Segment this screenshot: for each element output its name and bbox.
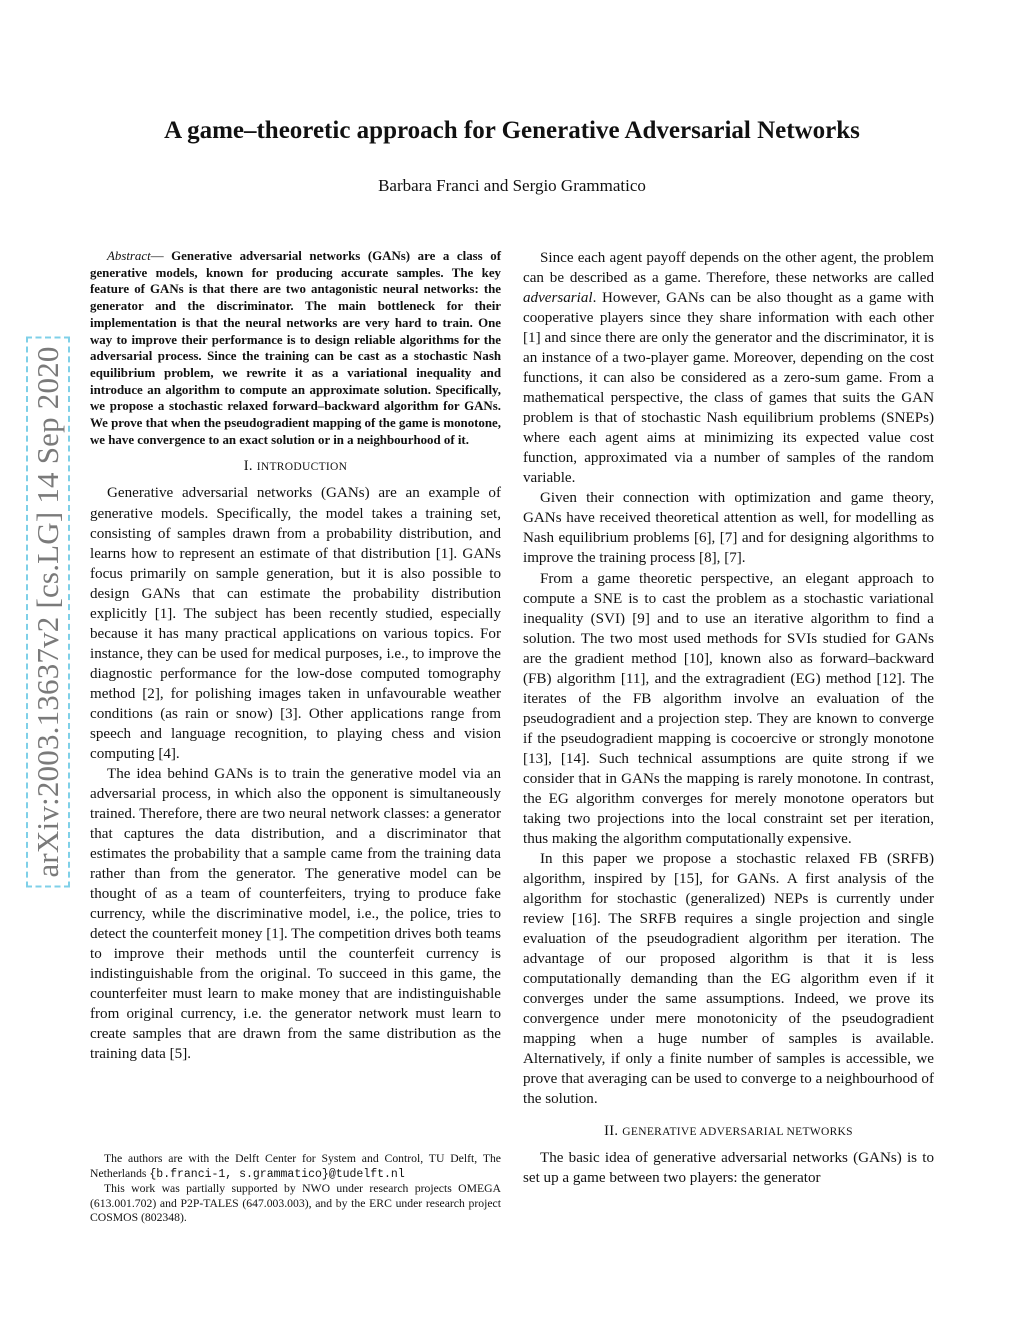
footnote-affiliation-text: The authors are with the Delft Center for System and Control, TU Delft, The Netherlands [90,1152,501,1180]
abstract-text: Generative adversarial networks (GANs) are a class of generative models, known for producing accurate samples. The key feature of GANs is that there are two antagonistic neural networks: the generator and the discriminator. The main bottleneck for their implementation is that the neural networks are very hard to train. One way to improve their performance is to design reliable algorithms for the adversarial process. Since the training can be cast as a stochastic Nash equilibrium problem, we rewrite it as a variational inequality and introduce an algorithm to compute an approximate solution. Specifically, we propose a stochastic relaxed forward–backward algorithm for GANs. We prove that when the pseudogradient mapping of the game is monotone, we have convergence to an exact solution or in a neighbourhood of it. [90,249,501,447]
footnote-funding: This work was partially supported by NWO under research projects OMEGA (613.001.702) and P2P-TALES (647.003.003), and by the ERC under research project COSMOS (802348). [90,1182,501,1225]
section-numeral: I. [243,458,253,475]
left-column [90,248,501,1064]
footnotes [90,1152,501,1226]
section-title: INTRODUCTION [256,461,348,474]
intro-paragraph-6: In this paper we propose a stochastic relaxed FB (SRFB) algorithm, inspired by [15], for GANs. A first analysis of the algorithm for stochastic (generalized) NEPs is currently under review [16]. The SRFB requires a single projection and single evaluation of the pseudogradient algorithm per iteration. The advantage of our proposed algorithm is that it is less computationally demanding than the EG algorithm even if it converges under the same assumptions. Indeed, we prove its convergence under mere monotonicity of the pseudogradient mapping when a huge number of samples is available. Alternatively, if only a finite number of samples is accessible, we prove that averaging can be used to converge to a neighbourhood of the solution. [523,850,934,1108]
paper-authors: Barbara Franci and Sergio Grammatico [378,176,646,195]
arxiv-identifier[interactable]: arXiv:2003.13637v2 [cs.LG] 14 Sep 2020 [26,336,70,887]
gans-paragraph-1: The basic idea of generative adversarial networks (GANs) is to set up a game between two players: the generator [523,1150,934,1187]
intro-paragraph-5: From a game theoretic perspective, an elegant approach to compute a SNE is to cast the problem as a stochastic variational inequality (SVI) [9] and to use an iterative algorithm to find a solution. The two most used methods for SVIs studied for GANs are the gradient method [10], known also as forward–backward (FB) algorithm [11], and the extragradient (EG) method [12]. The iterates of the FB algorithm involve an evaluation of the pseudogradient and a projection step. They are known to converge if the pseudogradient mapping is cocoercive or strongly monotone [13], [14]. Such technical assumptions are quite strong if we consider that in GANs the mapping is rarely monotone. In contrast, the EG algorithm converges for merely monotone operators but taking two projections into the local constraint set per iteration, thus making the algorithm computationally expensive. [523,570,934,847]
section-numeral: II. [604,1123,619,1140]
intro-paragraph-3-emphasis: adversarial [523,290,593,307]
section-title: GENERATIVE ADVERSARIAL NETWORKS [622,1126,853,1139]
abstract [90,248,501,448]
intro-paragraph-3-part-a: Since each agent payoff depends on the other agent, the problem can be described as a game. Therefore, these networks are called [523,250,934,287]
intro-paragraph-4: Given their connection with optimization and game theory, GANs have received theoretical attention as well, for modelling as Nash equilibrium problems [6], [7] and for designing algorithms to improve the training process [8], [7]. [523,490,934,567]
arxiv-sidebar [26,0,70,1325]
right-column [523,248,934,1188]
section-heading-introduction [90,456,501,477]
footnote-emails[interactable]: {b.franci-1, s.grammatico}@tudelft.nl [149,1167,405,1181]
intro-paragraph-3 [523,248,934,488]
section-heading-gans [523,1121,934,1142]
intro-paragraph-3-part-b: . However, GANs can be also thought as a game with cooperative players since they share information with each other [1] and since there are only the generator and the discriminator, it is an instance of a two-player game. Moreover, depending on the cost functions, it can also be considered as a zero-sum game. From a mathematical perspective, the class of games that suits the GAN problem is that of stochastic Nash equilibrium problems (SNEPs) where each agent aims at minimizing its expected value cost function, approximated via a number of samples of the random variable. [523,290,934,487]
abstract-dash: — [150,249,164,263]
abstract-label: Abstract [107,249,151,263]
intro-paragraph-1: Generative adversarial networks (GANs) are an example of generative models. Specifically, the model takes a training set, consisting of samples drawn from a probability distribution, and learns how to represent an estimate of that distribution [1]. GANs focus primarily on sample generation, but it is also possible to design GANs that can estimate the probability distribution explicitly [1]. The subject has been recently studied, especially because it has many practical applications on various topics. For instance, they can be used for medical purposes, i.e., to improve the diagnostic performance for the low-dose computed tomography method [2], for polishing images taken in unfavourable weather conditions (as rain or snow) [3]. Other applications range from speech and language recognition, to playing chess and vision computing [4]. [90,485,501,762]
intro-paragraph-2: The idea behind GANs is to train the generative model via an adversarial process, in which also the opponent is simultaneously trained. Therefore, there are two neural network classes: a generator that captures the data distribution, and a discriminator that estimates the probability that a sample came from the training data rather than from the generator. The generative model can be thought of as a team of counterfeiters, trying to produce fake currency, while the discriminative model, i.e., the police, tries to detect the counterfeit money [1]. The competition drives both teams to improve their methods until the counterfeit currency is indistinguishable from the original. To succeed in this game, the counterfeiter must learn to make money that are indistinguishable from original currency, i.e. the generator network must learn to create samples that are drawn from the same distribution as the training data [5]. [90,765,501,1063]
footnote-affiliation [90,1152,501,1182]
paper-title: A game–theoretic approach for Generative Adversarial Networks [164,117,860,144]
